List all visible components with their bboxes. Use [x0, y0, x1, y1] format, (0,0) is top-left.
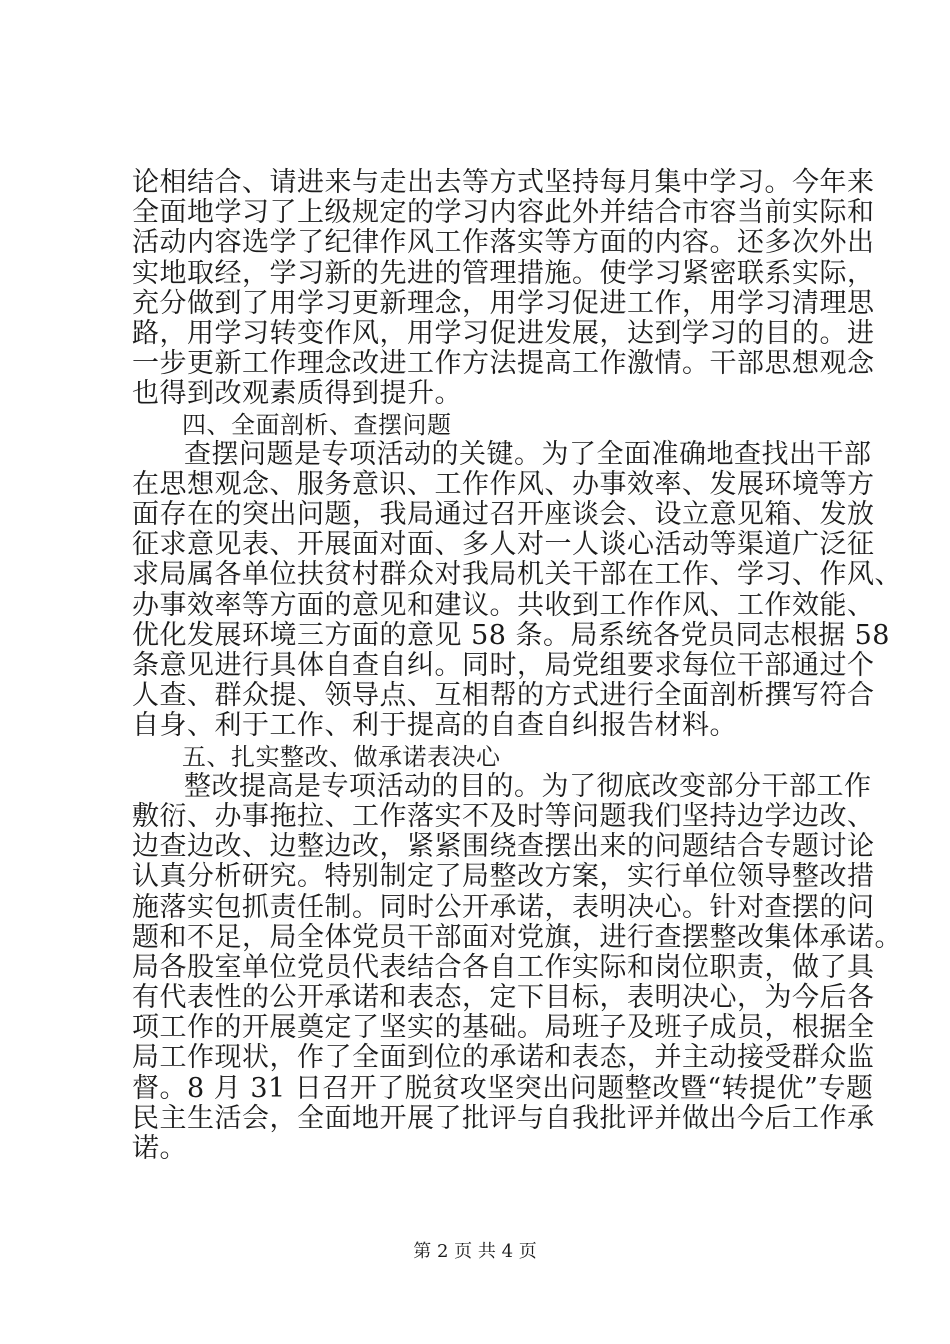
text-line: 题和不足，局全体党员干部面对党旗，进行查摆整改集体承诺。	[132, 921, 902, 953]
text-line: 诺。	[132, 1133, 187, 1164]
text-line: 路，用学习转变作风，用学习促进发展，达到学习的目的。进	[132, 317, 875, 349]
section-heading-5: 五、扎实整改、做承诺表决心	[182, 742, 501, 771]
text-line: 全面地学习了上级规定的学习内容此外并结合市容当前实际和	[132, 197, 875, 229]
text-line: 征求意见表、开展面对面、多人对一人谈心活动等渠道广泛征	[132, 529, 875, 561]
text-line: 督。8 月 31 日召开了脱贫攻坚突出问题整改暨“转提优”专题	[132, 1072, 874, 1104]
text-line: 局工作现状，作了全面到位的承诺和表态，并主动接受群众监	[132, 1042, 875, 1074]
text-line: 整改提高是专项活动的目的。为了彻底改变部分干部工作	[184, 770, 872, 802]
text-line: 自身、利于工作、利于提高的自查自纠报告材料。	[132, 710, 737, 742]
text-line: 边查边改、边整边改，紧紧围绕查摆出来的问题结合专题讨论	[132, 831, 875, 863]
text-line: 求局属各单位扶贫村群众对我局机关干部在工作、学习、作风、	[132, 559, 902, 591]
document-body	[132, 167, 902, 1164]
text-line: 查摆问题是专项活动的关键。为了全面准确地查找出干部	[184, 438, 872, 470]
text-line: 局各股室单位党员代表结合各自工作实际和岗位职责，做了具	[132, 951, 875, 983]
text-line: 敷衍、办事拖拉、工作落实不及时等问题我们坚持边学边改、	[132, 800, 875, 832]
text-line: 在思想观念、服务意识、工作作风、办事效率、发展环境等方	[132, 468, 875, 500]
text-line: 活动内容选学了纪律作风工作落实等方面的内容。还多次外出	[132, 227, 875, 259]
text-line: 有代表性的公开承诺和表态，定下目标，表明决心，为今后各	[132, 982, 875, 1014]
paragraph-section-4	[132, 438, 902, 742]
text-line: 办事效率等方面的意见和建议。共收到工作作风、工作效能、	[132, 589, 875, 621]
text-line: 项工作的开展奠定了坚实的基础。局班子及班子成员，根据全	[132, 1012, 875, 1044]
text-line: 一步更新工作理念改进工作方法提高工作激情。干部思想观念	[132, 348, 875, 380]
text-line: 施落实包抓责任制。同时公开承诺，表明决心。针对查摆的问	[132, 891, 875, 923]
text-line: 民主生活会，全面地开展了批评与自我批评并做出今后工作承	[132, 1102, 875, 1134]
text-line: 充分做到了用学习更新理念，用学习促进工作，用学习清理思	[132, 287, 875, 319]
text-line: 实地取经，学习新的先进的管理措施。使学习紧密联系实际，	[132, 257, 875, 289]
text-line: 认真分析研究。特别制定了局整改方案，实行单位领导整改措	[132, 861, 875, 893]
paragraph-section-5	[132, 770, 902, 1164]
page-footer: 第 2 页 共 4 页	[413, 1241, 537, 1262]
paragraph-study	[132, 167, 875, 410]
text-line: 论相结合、请进来与走出去等方式坚持每月集中学习。今年来	[132, 167, 875, 198]
text-line: 优化发展环境三方面的意见 58 条。局系统各党员同志根据 58	[132, 619, 890, 651]
text-line: 面存在的突出问题，我局通过召开座谈会、设立意见箱、发放	[132, 499, 875, 531]
text-line: 人查、群众提、领导点、互相帮的方式进行全面剖析撰写符合	[132, 680, 875, 712]
section-heading-4: 四、全面剖析、查摆问题	[182, 410, 452, 439]
text-line: 条意见进行具体自查自纠。同时，局党组要求每位干部通过个	[132, 650, 875, 681]
text-line: 也得到改观素质得到提升。	[132, 378, 462, 410]
